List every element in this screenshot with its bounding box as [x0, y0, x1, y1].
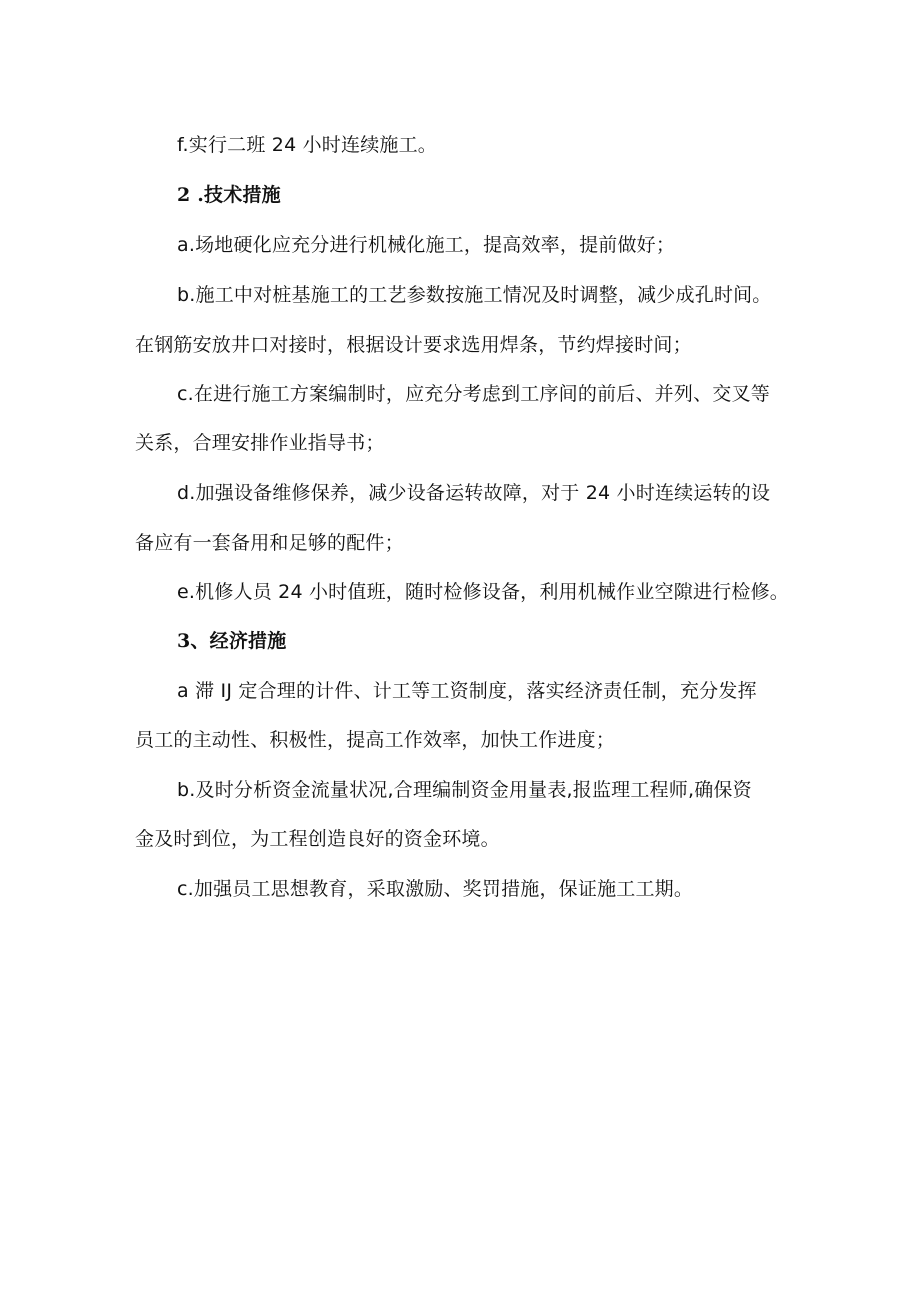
paragraph-b2-line-2: 金及时到位，为工程创造良好的资金环境。: [135, 828, 500, 850]
paragraph-d-line-2: 备应有一套备用和足够的配件；: [135, 532, 404, 554]
paragraph-c-line-2: 关系，合理安排作业指导书；: [135, 432, 385, 454]
paragraph-a-text: a.场地硬化应充分进行机械化施工，提高效率，提前做好；: [177, 234, 676, 256]
paragraph-b-line-2: 在钢筋安放井口对接时，根据设计要求选用焊条，节约焊接时间；: [135, 334, 692, 356]
section-heading-technical: 2 .技术措施: [177, 184, 281, 206]
paragraph-a2-line-2: 员工的主动性、积极性，提高工作效率，加快工作进度；: [135, 729, 616, 751]
paragraph-f-text: f.实行二班 24 小时连续施工。: [177, 134, 438, 156]
paragraph-d-line-1: d.加强设备维修保养，减少设备运转故障，对于 24 小时连续运转的设: [177, 482, 771, 504]
paragraph-c2-text: c.加强员工思想教育，采取激励、奖罚措施，保证施工工期。: [177, 878, 694, 900]
section-heading-economic: 3、经济措施: [177, 630, 287, 652]
paragraph-b-line-1: b.施工中对桩基施工的工艺参数按施工情况及时调整，减少成孔时间。: [177, 284, 772, 306]
paragraph-c-line-1: c.在进行施工方案编制时，应充分考虑到工序间的前后、并列、交叉等: [177, 383, 770, 405]
paragraph-e-text: e.机修人员 24 小时值班，随时检修设备，利用机械作业空隙进行检修。: [177, 581, 789, 603]
paragraph-b2-line-1: b.及时分析资金流量状况,合理编制资金用量表,报监理工程师,确保资: [177, 779, 752, 801]
paragraph-a2-line-1: a 滞 IJ 定合理的计件、计工等工资制度，落实经济责任制，充分发挥: [177, 680, 757, 702]
